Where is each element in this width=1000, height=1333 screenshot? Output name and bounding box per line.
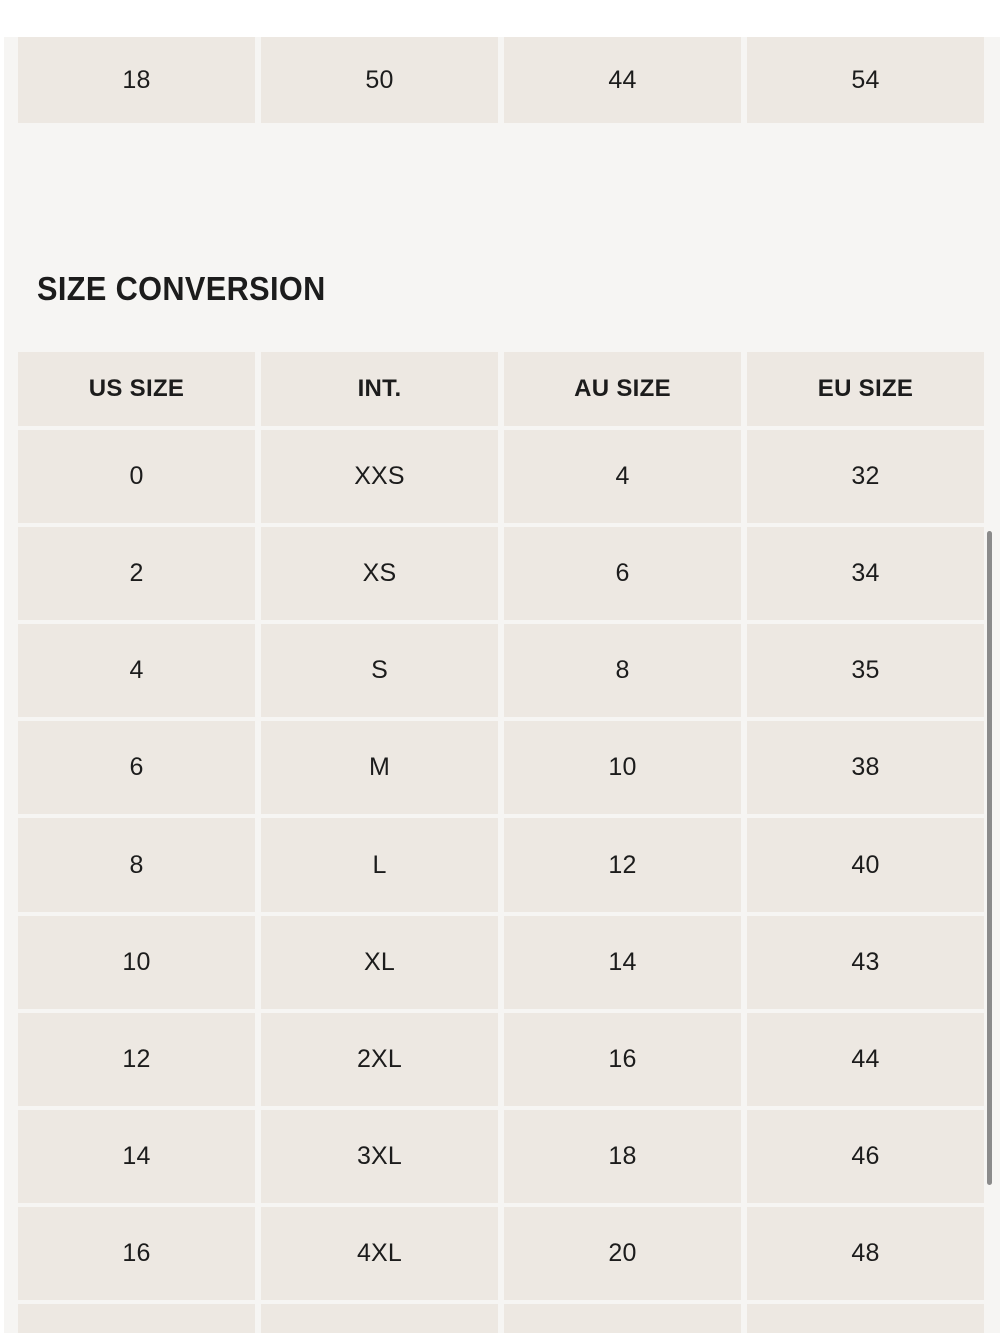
table-cell: 18 xyxy=(18,37,255,123)
table-cell: 50 xyxy=(261,37,498,123)
table-cell: 32 xyxy=(747,430,984,523)
column-header-au-size: AU SIZE xyxy=(504,352,741,426)
table-cell: L xyxy=(261,818,498,912)
table-cell: 3XL xyxy=(261,1110,498,1203)
table-cell: 20 xyxy=(504,1207,741,1300)
table-cell: 4XL xyxy=(261,1207,498,1300)
size-guide-panel xyxy=(4,37,1000,1333)
table-cell: 44 xyxy=(504,37,741,123)
table-cell: 40 xyxy=(747,818,984,912)
table-cell: 12 xyxy=(504,818,741,912)
table-cell: 18 xyxy=(504,1110,741,1203)
table-cell xyxy=(504,1304,741,1333)
vertical-scrollbar[interactable] xyxy=(987,531,992,1185)
table-cell: 8 xyxy=(504,624,741,717)
table-row xyxy=(18,1110,984,1203)
table-cell: 4 xyxy=(18,624,255,717)
table-row xyxy=(18,1207,984,1300)
table-row xyxy=(18,721,984,814)
table-cell: 8 xyxy=(18,818,255,912)
table-cell: XL xyxy=(261,916,498,1009)
table-cell: 6 xyxy=(18,721,255,814)
table-row xyxy=(18,430,984,523)
table-row xyxy=(18,527,984,620)
table-cell: 14 xyxy=(18,1110,255,1203)
table-cell xyxy=(747,1304,984,1333)
table-cell: XXS xyxy=(261,430,498,523)
table-cell: 44 xyxy=(747,1013,984,1106)
table-cell: 0 xyxy=(18,430,255,523)
table-cell: 10 xyxy=(504,721,741,814)
table-row xyxy=(18,1013,984,1106)
table-cell: 4 xyxy=(504,430,741,523)
table-cell: S xyxy=(261,624,498,717)
table-cell: 54 xyxy=(747,37,984,123)
table-cell: 10 xyxy=(18,916,255,1009)
table-cell: 43 xyxy=(747,916,984,1009)
table-row xyxy=(18,818,984,912)
table-cell: 6 xyxy=(504,527,741,620)
table-cell: 2XL xyxy=(261,1013,498,1106)
table-cell: 38 xyxy=(747,721,984,814)
table-cell: 16 xyxy=(504,1013,741,1106)
table-cell: 34 xyxy=(747,527,984,620)
table-row xyxy=(18,37,984,123)
table-cell xyxy=(18,1304,255,1333)
table-cell: 48 xyxy=(747,1207,984,1300)
table-cell: 2 xyxy=(18,527,255,620)
column-header-int: INT. xyxy=(261,352,498,426)
table-cell: XS xyxy=(261,527,498,620)
size-conversion-heading: SIZE CONVERSION xyxy=(37,270,326,307)
table-row xyxy=(18,1304,984,1333)
table-header-row xyxy=(18,352,984,426)
table-cell: 14 xyxy=(504,916,741,1009)
table-cell: M xyxy=(261,721,498,814)
column-header-us-size: US SIZE xyxy=(18,352,255,426)
table-row xyxy=(18,624,984,717)
column-header-eu-size: EU SIZE xyxy=(747,352,984,426)
table-cell: 16 xyxy=(18,1207,255,1300)
table-row xyxy=(18,916,984,1009)
table-cell: 12 xyxy=(18,1013,255,1106)
table-cell: 46 xyxy=(747,1110,984,1203)
table-cell: 35 xyxy=(747,624,984,717)
table-cell xyxy=(261,1304,498,1333)
